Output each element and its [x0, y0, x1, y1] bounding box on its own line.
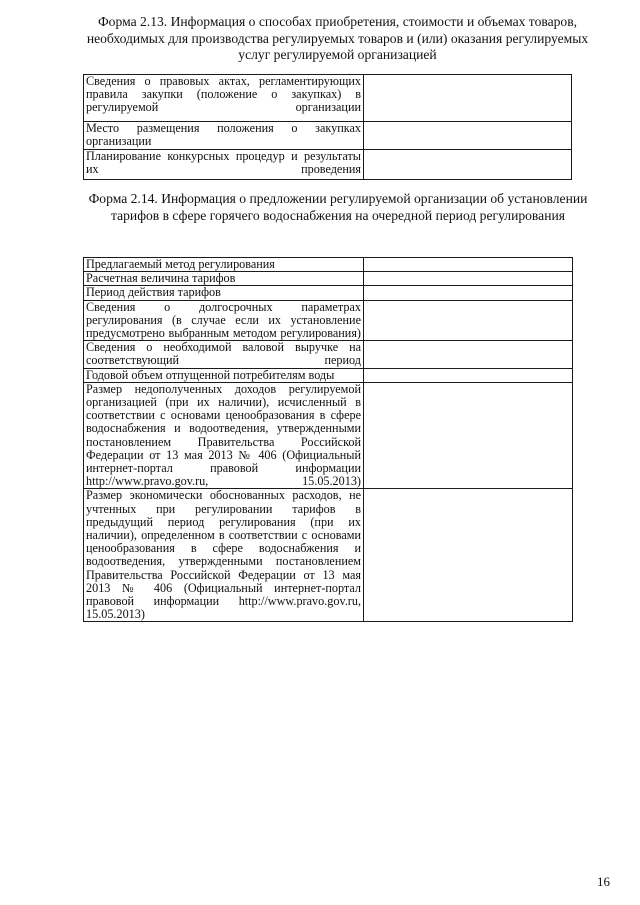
row-value-cell[interactable]: [364, 300, 573, 341]
form-2-14-table: [83, 257, 573, 622]
table-row: [84, 489, 573, 622]
table-row: [84, 258, 573, 272]
row-label: Предлагаемый метод регулирования: [84, 258, 364, 272]
row-label: Сведения о правовых актах, регламентирующих правила закупки (положение о закупках) в регулируемой организации: [84, 75, 364, 122]
row-label: Период действия тарифов: [84, 286, 364, 300]
table-row: [84, 272, 573, 286]
table-row: [84, 368, 573, 382]
row-value-cell[interactable]: [364, 150, 572, 180]
row-value-cell[interactable]: [364, 341, 573, 368]
table-row: [84, 150, 572, 180]
table-row: [84, 300, 573, 341]
form-2-13-title: Форма 2.13. Информация о способах приобретения, стоимости и объемах товаров, необходимых для производства регулируемых товаров и (или) оказания регулируемых услуг регулируемой организацией: [86, 14, 589, 62]
row-label: Планирование конкурсных процедур и результаты их проведения: [84, 150, 364, 180]
row-label: Размер экономически обоснованных расходов, не учтенных при регулировании тарифов в предыдущий период регулирования (при их наличии), определенном в соответствии с основами ценообразования в сфере водоснабжения и водоотведения, утвержденными постановлением Правительства Российской Федерации от 13 мая 2013 № 406 (Официальный интернет-портал правовой информации http://www.pravo.gov.ru, 15.05.2013): [84, 489, 364, 622]
row-value-cell[interactable]: [364, 122, 572, 150]
table-row: [84, 286, 573, 300]
row-value-cell[interactable]: [364, 489, 573, 622]
form-2-13-table: [83, 74, 572, 180]
row-label: Сведения о необходимой валовой выручке на соответствующий период: [84, 341, 364, 368]
form-2-14-title: Форма 2.14. Информация о предложении регулируемой организации об установлении тарифов в сфере горячего водоснабжения на очередной период регулирования: [88, 191, 588, 223]
row-value-cell[interactable]: [364, 258, 573, 272]
row-label: Место размещения положения о закупках организации: [84, 122, 364, 150]
page-number: 16: [597, 874, 610, 889]
row-label: Сведения о долгосрочных параметрах регулирования (в случае если их установление предусмотрено выбранным методом регулирования): [84, 300, 364, 341]
row-value-cell[interactable]: [364, 382, 573, 489]
row-value-cell[interactable]: [364, 368, 573, 382]
row-value-cell[interactable]: [364, 75, 572, 122]
table-row: [84, 122, 572, 150]
table-row: [84, 75, 572, 122]
table-row: [84, 382, 573, 489]
table-row: [84, 341, 573, 368]
row-value-cell[interactable]: [364, 286, 573, 300]
row-label: Размер недополученных доходов регулируемой организацией (при их наличии), исчисленный в соответствии с основами ценообразования в сфере водоснабжения и водоотведения, утвержденными постановлением Правительства Российской Федерации от 13 мая 2013 № 406 (Официальный интернет-портал правовой информации http://www.pravo.gov.ru, 15.05.2013): [84, 382, 364, 489]
row-value-cell[interactable]: [364, 272, 573, 286]
row-label: Расчетная величина тарифов: [84, 272, 364, 286]
row-label: Годовой объем отпущенной потребителям воды: [84, 368, 364, 382]
